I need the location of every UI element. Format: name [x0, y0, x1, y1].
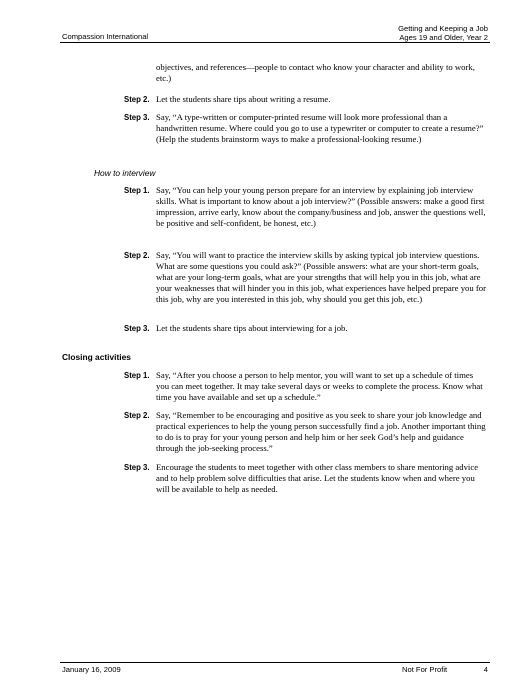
interview-step-1-label: Step 1. [124, 186, 150, 195]
footer-rule [60, 662, 490, 663]
resume-step-2-text: Let the students share tips about writing a resume. [156, 94, 331, 104]
closing-step-1-label: Step 1. [124, 371, 150, 380]
closing-step-2-label: Step 2. [124, 411, 150, 420]
header-title-line2: Ages 19 and Older, Year 2 [399, 33, 488, 42]
resume-step-2-label: Step 2. [124, 95, 150, 104]
header-rule [60, 42, 490, 43]
header-title [398, 24, 488, 42]
interview-step-1-text: Say, “You can help your young person prepare for an interview by explaining job interview skills. What is important to know about a job interview?” (Possible answers: make a good first impression, arrive early, know about the company/business and job, answer the questions well, be positive and self-confident, be honest, etc.) [156, 185, 486, 228]
closing-step-1-text: Say, “After you choose a person to help mentor, you will want to set up a schedule of times you can meet together. It may take several days or weeks to complete the process. Know what time you have available and set up a schedule.” [156, 370, 483, 402]
closing-step-2-text: Say, “Remember to be encouraging and positive as you seek to share your job knowledge and practical experiences to help the young person successfully find a job. Another important thing to do is to pray for your young person and help him or her seek God’s help and guidance through the job-seeking process.” [156, 410, 486, 453]
resume-step-3-label: Step 3. [124, 113, 150, 122]
interview-step-2-text: Say, “You will want to practice the interview skills by asking typical job interview questions. What are some questions you could ask?” (Possible answers: what are your short-term goals, what are your long-term goals, what are your strengths that will help you in this job, what are your weaknesses that will hinder you in this job, what experiences have helped prepare you for this job, why are you interested in this job, why should you get this job, etc.) [156, 250, 487, 304]
interview-step-2-label: Step 2. [124, 251, 150, 260]
header-title-line1: Getting and Keeping a Job [398, 24, 488, 33]
interview-heading: How to interview [94, 168, 156, 178]
footer-notice: Not For Profit [402, 665, 448, 674]
header-organization: Compassion International [62, 32, 149, 41]
footer-page-number: 4 [483, 665, 488, 674]
closing-step-3-label: Step 3. [124, 463, 150, 472]
interview-step-3-text: Let the students share tips about interviewing for a job. [156, 323, 348, 333]
resume-continuation-text: objectives, and references—people to contact who know your character and ability to work, etc.) [156, 62, 475, 83]
closing-heading: Closing activities [62, 352, 131, 362]
interview-step-3-label: Step 3. [124, 324, 150, 333]
resume-step-3-text: Say, “A type-written or computer-printed resume will look more professional than a handwritten resume. Where could you go to use a typewriter or computer to create a resume?” (Help the students brainstorm ways to make a professional-looking resume.) [156, 112, 484, 144]
footer-date: January 16, 2009 [62, 665, 121, 674]
closing-step-3-text: Encourage the students to meet together with other class members to share mentoring advice and to help problem solve difficulties that arise. Let the students know when and where you will be available to help as needed. [156, 462, 479, 494]
